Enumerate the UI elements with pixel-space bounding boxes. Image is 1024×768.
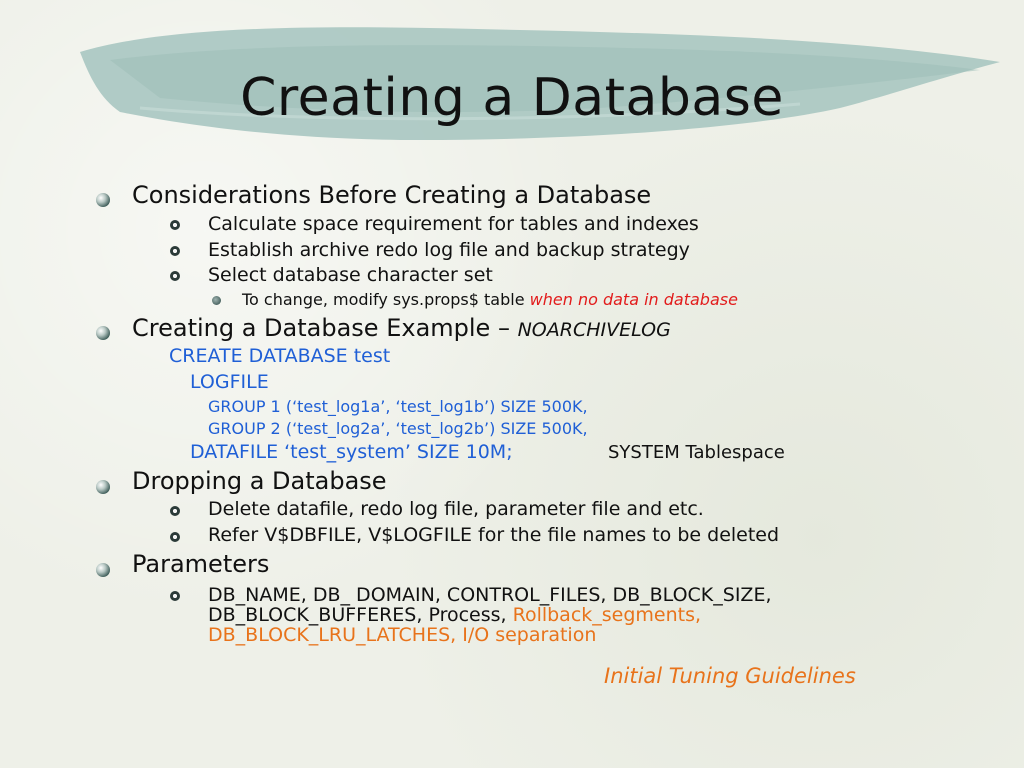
bullet-icon [96,563,110,577]
parameters-line: DB_NAME, DB_ DOMAIN, CONTROL_FILES, DB_BLOCK_SIZE, [208,584,772,606]
example-heading-text: Creating a Database Example – [132,314,518,342]
bullet-icon [96,326,110,340]
example-heading [132,314,671,342]
footnote: Initial Tuning Guidelines [604,664,856,688]
system-tablespace-label: SYSTEM Tablespace [608,442,785,463]
bullet-icon [96,193,110,207]
parameters-highlight: DB_BLOCK_LRU_LATCHES, I/O separation [208,624,597,646]
example-heading-italic: NOARCHIVELOG [517,319,671,341]
list-item: Establish archive redo log file and backup strategy [208,239,690,261]
bullet-icon [170,220,180,230]
parameters-line [208,604,701,626]
code-line: GROUP 1 (‘test_log1a’, ‘test_log1b’) SIZE 500K, [208,397,588,416]
code-line: CREATE DATABASE test [169,345,391,367]
parameters-highlight: Rollback_segments, [512,604,702,626]
bullet-icon [170,532,180,542]
considerations-heading: Considerations Before Creating a Database [132,181,652,209]
bullet-icon [170,591,180,601]
bullet-icon [212,296,221,305]
parameters-heading: Parameters [132,550,270,578]
bullet-icon [170,271,180,281]
bullet-icon [170,506,180,516]
dropping-heading: Dropping a Database [132,467,387,495]
sub-item-highlight: when no data in database [529,290,738,309]
code-line: LOGFILE [190,371,269,393]
list-item: Refer V$DBFILE, V$LOGFILE for the file names to be deleted [208,524,780,546]
parameters-plain: DB_BLOCK_BUFFERES, Process, [208,604,513,626]
bullet-icon [96,480,110,494]
list-item: Calculate space requirement for tables and indexes [208,213,699,235]
code-line: GROUP 2 (‘test_log2a’, ‘test_log2b’) SIZE 500K, [208,419,588,438]
code-line: DATAFILE ‘test_system’ SIZE 10M; [190,441,513,463]
bullet-icon [170,246,180,256]
sub-item-text: To change, modify sys.props$ table [242,290,530,309]
list-item: Delete datafile, redo log file, parameter file and etc. [208,498,704,520]
list-item: Select database character set [208,264,493,286]
slide-title: Creating a Database [240,68,784,128]
sub-list-item [242,290,738,309]
